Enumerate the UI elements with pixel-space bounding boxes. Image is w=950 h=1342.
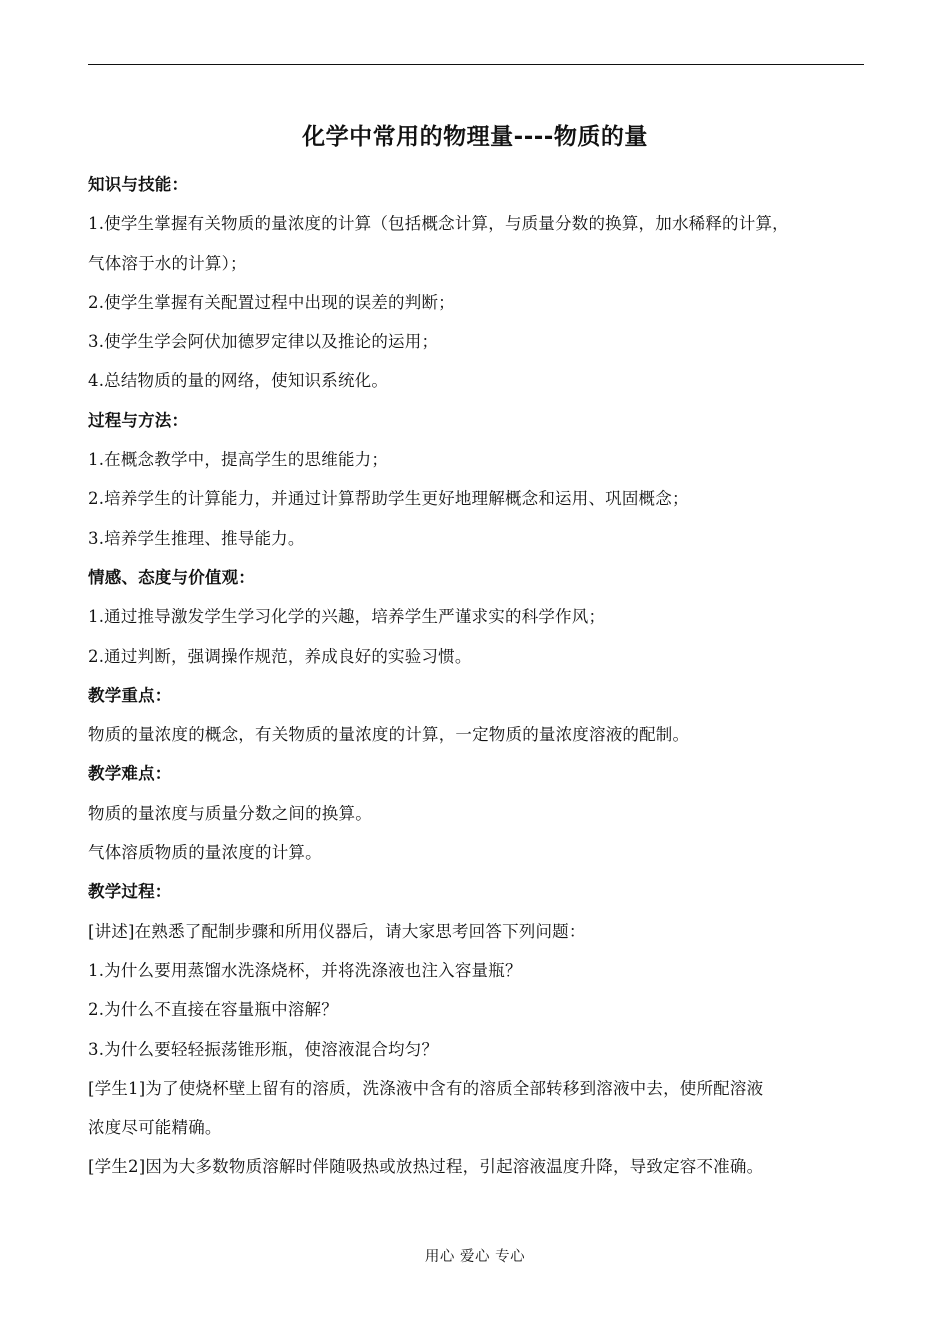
paragraph-line: 气体溶于水的计算）； (88, 253, 247, 273)
paragraph-line: 1.在概念教学中，提高学生的思维能力； (88, 450, 389, 470)
section-heading-key-points: 教学重点： (88, 685, 172, 705)
section-heading-process: 过程与方法： (88, 410, 189, 430)
paragraph-line: 浓度尽可能精确。 (88, 1118, 222, 1138)
section-heading-teaching-process: 教学过程： (88, 882, 172, 902)
paragraph-line: 1.使学生掌握有关物质的量浓度的计算（包括概念计算，与质量分数的换算，加水稀释的计算， (88, 214, 789, 234)
section-heading-difficulties: 教学难点： (88, 764, 172, 784)
paragraph-line: 3.为什么要轻轻振荡锥形瓶，使溶液混合均匀？ (88, 1039, 439, 1059)
page-title: 化学中常用的物理量----物质的量 (302, 124, 648, 150)
header-rule (88, 64, 864, 65)
paragraph-line: [学生2]因为大多数物质溶解时伴随吸热或放热过程，引起溶液温度升降，导致定容不准确。 (88, 1157, 764, 1177)
paragraph-line: 气体溶质物质的量浓度的计算。 (88, 843, 322, 863)
paragraph-line: 物质的量浓度与质量分数之间的换算。 (88, 803, 372, 823)
section-heading-knowledge: 知识与技能： (88, 175, 189, 194)
paragraph-line: 2.使学生掌握有关配置过程中出现的误差的判断； (88, 292, 455, 312)
paragraph-line: [讲述]在熟悉了配制步骤和所用仪器后，请大家思考回答下列问题： (88, 921, 586, 941)
page-footer: 用心 爱心 专心 (424, 1249, 526, 1265)
paragraph-line: 2.为什么不直接在容量瓶中溶解？ (88, 1000, 338, 1020)
paragraph-line: 2.通过判断，强调操作规范，养成良好的实验习惯。 (88, 646, 472, 666)
paragraph-line: 3.使学生学会阿伏加德罗定律以及推论的运用； (88, 332, 439, 352)
paragraph-line: 2.培养学生的计算能力，并通过计算帮助学生更好地理解概念和运用、巩固概念； (88, 489, 689, 509)
paragraph-line: 1.为什么要用蒸馏水洗涤烧杯，并将洗涤液也注入容量瓶？ (88, 960, 522, 980)
paragraph-line: 1.通过推导激发学生学习化学的兴趣，培养学生严谨求实的科学作风； (88, 607, 606, 627)
section-heading-attitude: 情感、态度与价值观： (88, 567, 255, 587)
paragraph-line: 3.培养学生推理、推导能力。 (88, 528, 305, 548)
paragraph-line: 4.总结物质的量的网络，使知识系统化。 (88, 371, 389, 391)
paragraph-line: [学生1]为了使烧杯壁上留有的溶质，洗涤液中含有的溶质全部转移到溶液中去，使所配溶液 (88, 1078, 764, 1098)
paragraph-line: 物质的量浓度的概念，有关物质的量浓度的计算，一定物质的量浓度溶液的配制。 (88, 725, 690, 745)
document-body (88, 165, 864, 1187)
